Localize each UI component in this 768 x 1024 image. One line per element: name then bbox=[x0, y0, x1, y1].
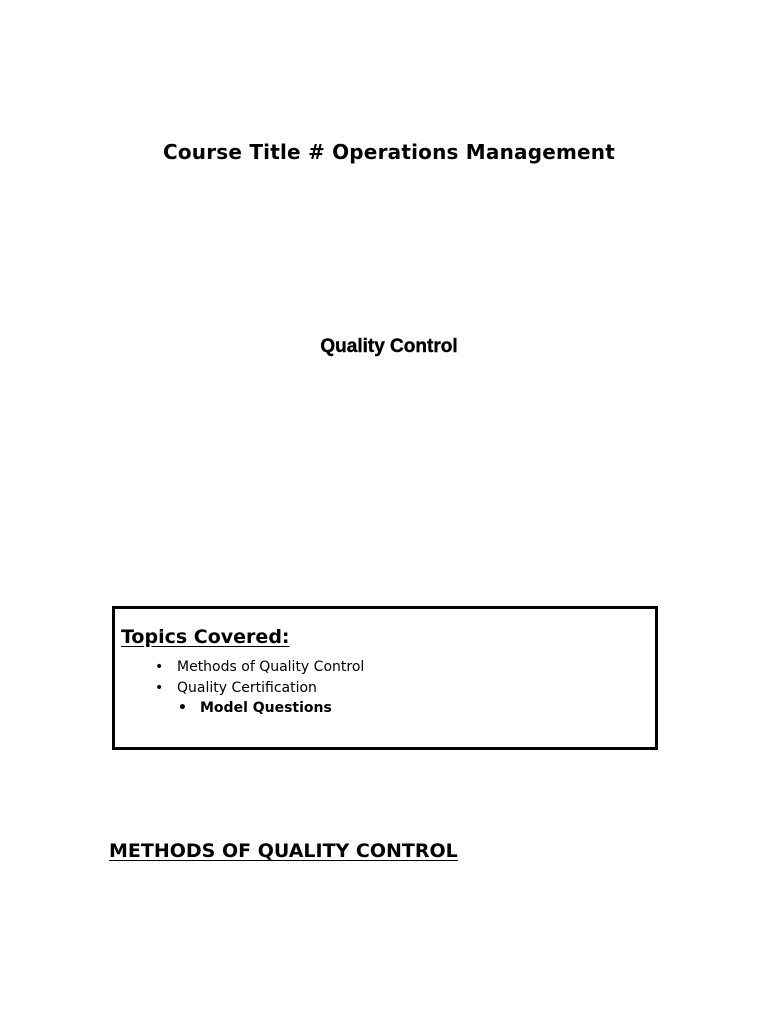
bullet-icon: • bbox=[155, 659, 164, 675]
topic-label: Model Questions bbox=[200, 700, 332, 716]
topics-covered-box bbox=[112, 606, 658, 750]
topic-label: Methods of Quality Control bbox=[177, 659, 365, 675]
section-heading: METHODS OF QUALITY CONTROL bbox=[109, 840, 458, 862]
topic-list-item bbox=[178, 699, 332, 717]
document-subtitle: Quality Control bbox=[320, 336, 458, 357]
topics-heading: Topics Covered: bbox=[121, 626, 290, 648]
course-title: Course Title # Operations Management bbox=[162, 140, 616, 164]
topic-list-item bbox=[155, 658, 364, 676]
bullet-icon: • bbox=[178, 700, 187, 716]
topic-list-item bbox=[155, 679, 317, 697]
bullet-icon: • bbox=[155, 680, 164, 696]
topic-label: Quality Certification bbox=[177, 680, 317, 696]
